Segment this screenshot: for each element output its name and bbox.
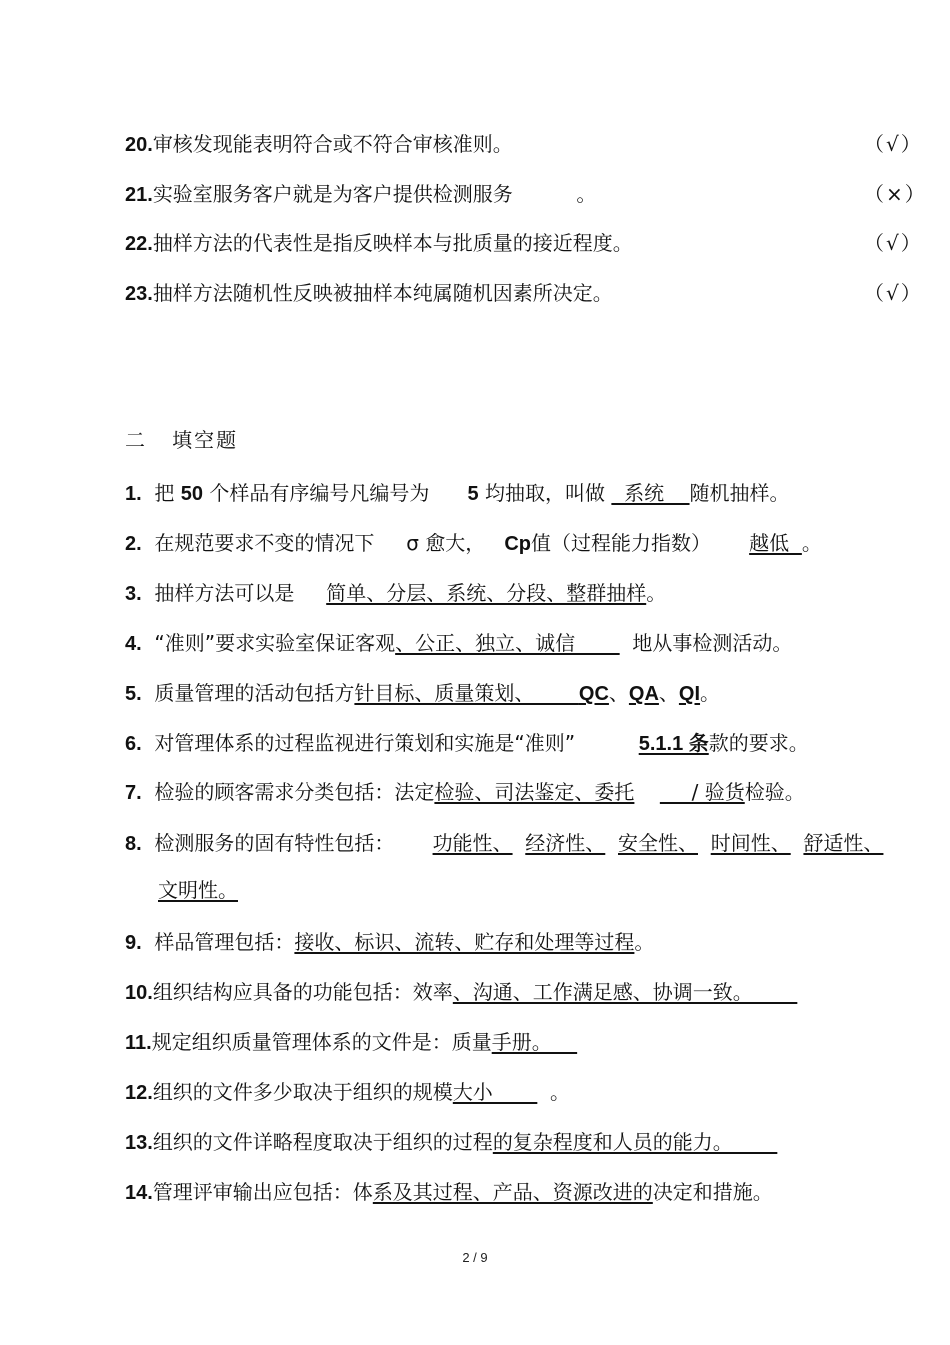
judgment-item-23: 23.抽样方法随机性反映被抽样本纯属随机因素所决定。 bbox=[125, 281, 613, 305]
answer-blank: 检验、司法鉴定、委托 bbox=[434, 780, 635, 804]
fill-item-5: 5. 质量管理的活动包括方针目标、质量策划、 QC、QA、QI。 bbox=[125, 681, 721, 705]
answer-blank: 大小 bbox=[452, 1080, 538, 1104]
fill-item-1: 1. 把 50 个样品有序编号凡编号为 5 均抽取，叫做 系统 随机抽样。 bbox=[125, 481, 790, 505]
judgment-mark-23: （√） bbox=[864, 281, 923, 305]
fill-item-2: 2. 在规范要求不变的情况下 σ 愈大， Cp值（过程能力指数） 越低 。 bbox=[125, 531, 822, 555]
answer-blank: 系统 bbox=[611, 481, 690, 505]
fill-item-13: 13.组织的文件详略程度取决于组织的过程的复杂程度和人员的能力。 bbox=[125, 1130, 778, 1154]
fill-item-6: 6. 对管理体系的过程监视进行策划和实施是“准则” 5.1.1 条款的要求。 bbox=[125, 731, 809, 755]
fill-item-8-continuation: 文明性。 bbox=[158, 878, 238, 902]
judgment-mark-20: （√） bbox=[864, 132, 923, 156]
fill-item-8: 8. 检测服务的固有特性包括： 功能性、 经济性、 安全性、 时间性、 舒适性、 bbox=[125, 831, 884, 855]
answer-blank: 越低 bbox=[749, 531, 802, 555]
fill-item-4: 4. “准则”要求实验室保证客观、公正、独立、诚信 地从事检测活动。 bbox=[125, 631, 793, 655]
answer-blank: 简单、分层、系统、分段、整群抽样 bbox=[326, 581, 647, 605]
fill-item-10: 10.组织结构应具备的功能包括：效率、沟通、工作满足感、协调一致。 bbox=[125, 980, 798, 1004]
fill-item-7: 7. 检验的顾客需求分类包括：法定检验、司法鉴定、委托 / 验货检验。 bbox=[125, 780, 805, 804]
fill-item-14: 14.管理评审输出应包括：体系及其过程、产品、资源改进的决定和措施。 bbox=[125, 1180, 773, 1204]
answer-blank: 针目标、质量策划、 bbox=[354, 681, 579, 705]
fill-item-3: 3. 抽样方法可以是 简单、分层、系统、分段、整群抽样。 bbox=[125, 581, 667, 605]
fill-item-11: 11.规定组织质量管理体系的文件是：质量手册。 bbox=[125, 1030, 578, 1054]
judgment-mark-21: （×） bbox=[864, 182, 927, 206]
answer-blank: / 验货 bbox=[659, 780, 745, 804]
fill-item-12: 12.组织的文件多少取决于组织的规模大小 。 bbox=[125, 1080, 571, 1104]
section-title: 二 填空题 bbox=[125, 428, 239, 452]
answer-item: 功能性、 bbox=[432, 831, 513, 855]
judgment-item-21: 21.实验室服务客户就是为客户提供检测服务 。 bbox=[125, 182, 597, 206]
answer-blank: 的复杂程度和人员的能力。 bbox=[492, 1130, 778, 1154]
answer-blank: 、公正、独立、诚信 bbox=[395, 631, 620, 655]
fill-item-9: 9. 样品管理包括：接收、标识、流转、贮存和处理等过程。 bbox=[125, 930, 655, 954]
judgment-item-22: 22.抽样方法的代表性是指反映样本与批质量的接近程度。 bbox=[125, 231, 633, 255]
answer-blank: 、沟通、工作满足感、协调一致。 bbox=[452, 980, 798, 1004]
answer-blank: 手册。 bbox=[491, 1030, 578, 1054]
page-number: 2 / 9 bbox=[462, 1250, 488, 1265]
answer-item: 经济性、 bbox=[525, 831, 606, 855]
judgment-item-20: 20.审核发现能表明符合或不符合审核准则。 bbox=[125, 132, 513, 156]
answer-item: 舒适性、 bbox=[803, 831, 884, 855]
answer-item: 时间性、 bbox=[710, 831, 791, 855]
answer-blank: 5.1.1 条 bbox=[638, 733, 709, 755]
answer-item: 安全性、 bbox=[618, 831, 698, 855]
answer-blank: 系及其过程、产品、资源改进的 bbox=[372, 1180, 653, 1204]
judgment-mark-22: （√） bbox=[864, 231, 923, 255]
answer-blank: 接收、标识、流转、贮存和处理等过程 bbox=[294, 930, 635, 954]
